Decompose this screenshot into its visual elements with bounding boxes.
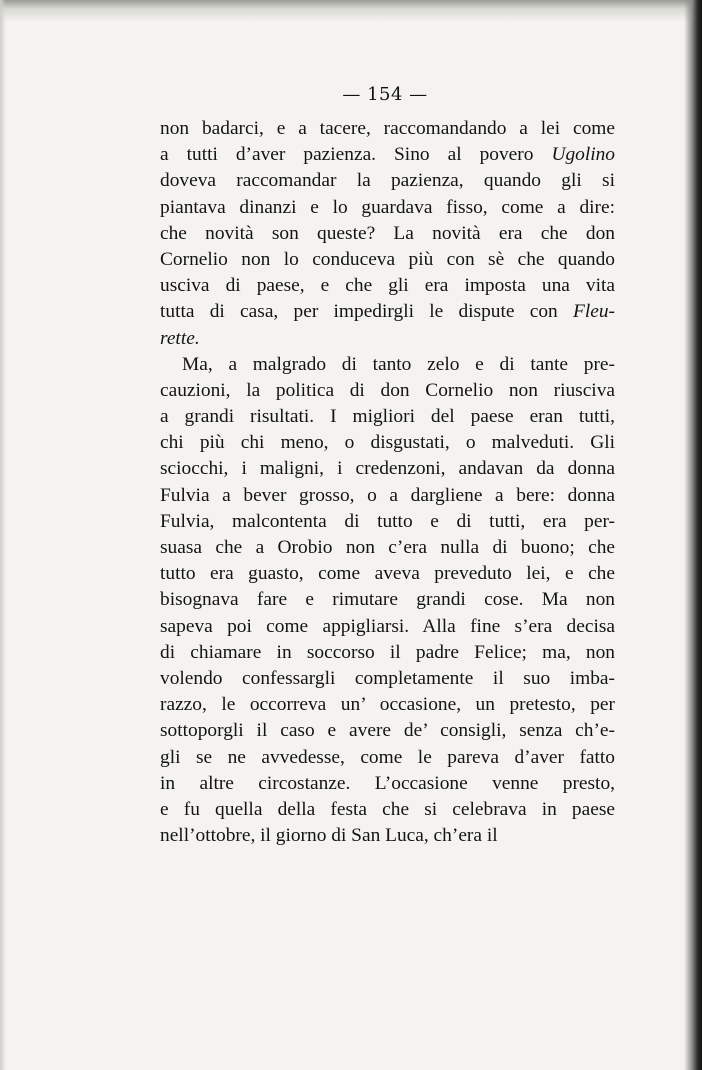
text-line (160, 142, 615, 168)
text-line (160, 692, 615, 718)
text-run: razzo, le occorreva un’ occasione, un pretesto, per (160, 694, 615, 716)
text-line (160, 587, 615, 613)
text-run: a grandi risultati. I migliori del paese eran tutti, (160, 406, 615, 428)
text-run: Ma, a malgrado di tanto zelo e di tante pre- (182, 353, 615, 375)
text-line (160, 718, 615, 744)
text-line (160, 195, 615, 221)
text-run: tutta di casa, per impedirgli le dispute con (160, 301, 573, 323)
text-line (160, 456, 615, 482)
text-line (160, 483, 615, 509)
text-run: gli se ne avvedesse, come le pareva d’aver fatto (160, 746, 615, 768)
text-run: sottoporgli il caso e avere de’ consigli, senza ch’e- (160, 720, 615, 742)
text-line (160, 352, 615, 378)
text-line (160, 378, 615, 404)
text-run: Fulvia a bever grosso, o a dargliene a bere: donna (160, 484, 615, 506)
text-line (160, 561, 615, 587)
text-line (160, 404, 615, 430)
scan-right-edge (684, 0, 702, 1070)
text-run: sciocchi, i maligni, i credenzoni, andavan da donna (160, 458, 615, 480)
text-line (160, 535, 615, 561)
text-run: di chiamare in soccorso il padre Felice; ma, non (160, 641, 615, 663)
text-run: in altre circostanze. L’occasione venne presto, (160, 772, 615, 794)
text-run: cauzioni, la politica di don Cornelio non riusciva (160, 379, 615, 401)
text-run: che novità son queste? La novità era che don (160, 222, 615, 244)
text-run: non badarci, e a tacere, raccomandando a lei come (160, 118, 615, 139)
text-line (160, 299, 615, 325)
scan-left-edge (0, 0, 6, 1070)
text-line (160, 640, 615, 666)
text-line (160, 797, 615, 823)
scan-top-shadow (0, 0, 702, 22)
italic-name: Fleu- (573, 301, 615, 323)
text-line (160, 771, 615, 797)
text-line (160, 430, 615, 456)
text-line (160, 116, 615, 142)
text-run: usciva di paese, e che gli era imposta una vita (160, 275, 615, 297)
text-run: chi più chi meno, o disgustati, o malveduti. Gli (160, 432, 615, 454)
text-line (160, 666, 615, 692)
text-line (160, 509, 615, 535)
text-line (160, 221, 615, 247)
text-line (160, 326, 615, 352)
text-line (160, 273, 615, 299)
text-run: a tutti d’aver pazienza. Sino al povero (160, 144, 552, 166)
text-line (160, 247, 615, 273)
text-line (160, 823, 615, 849)
text-run: piantava dinanzi e lo guardava fisso, come a dire: (160, 196, 615, 218)
page-number: — 154 — (342, 84, 428, 105)
text-run: Fulvia, malcontenta di tutto e di tutti, era per- (160, 510, 615, 532)
text-run: suasa che a Orobio non c’era nulla di buono; che (160, 537, 615, 558)
italic-name: Ugolino (551, 144, 615, 166)
text-line (160, 168, 615, 194)
text-run: volendo confessargli completamente il suo imba- (160, 667, 615, 689)
text-run: nell’ottobre, il giorno di San Luca, ch’era il (160, 825, 498, 847)
italic-name: rette. (160, 327, 200, 349)
text-run: bisognava fare e rimutare grandi cose. Ma non (160, 589, 615, 611)
text-run: Cornelio non lo conduceva più con sè che quando (160, 248, 615, 270)
text-run: e fu quella della festa che si celebrava in paese (160, 798, 615, 820)
text-run: sapeva poi come appigliarsi. Alla fine s’era decisa (160, 615, 615, 637)
text-line (160, 614, 615, 640)
text-run: doveva raccomandar la pazienza, quando gli si (160, 170, 615, 192)
text-run: tutto era guasto, come aveva preveduto lei, e che (160, 563, 615, 585)
text-line (160, 745, 615, 771)
body-text (160, 116, 615, 849)
